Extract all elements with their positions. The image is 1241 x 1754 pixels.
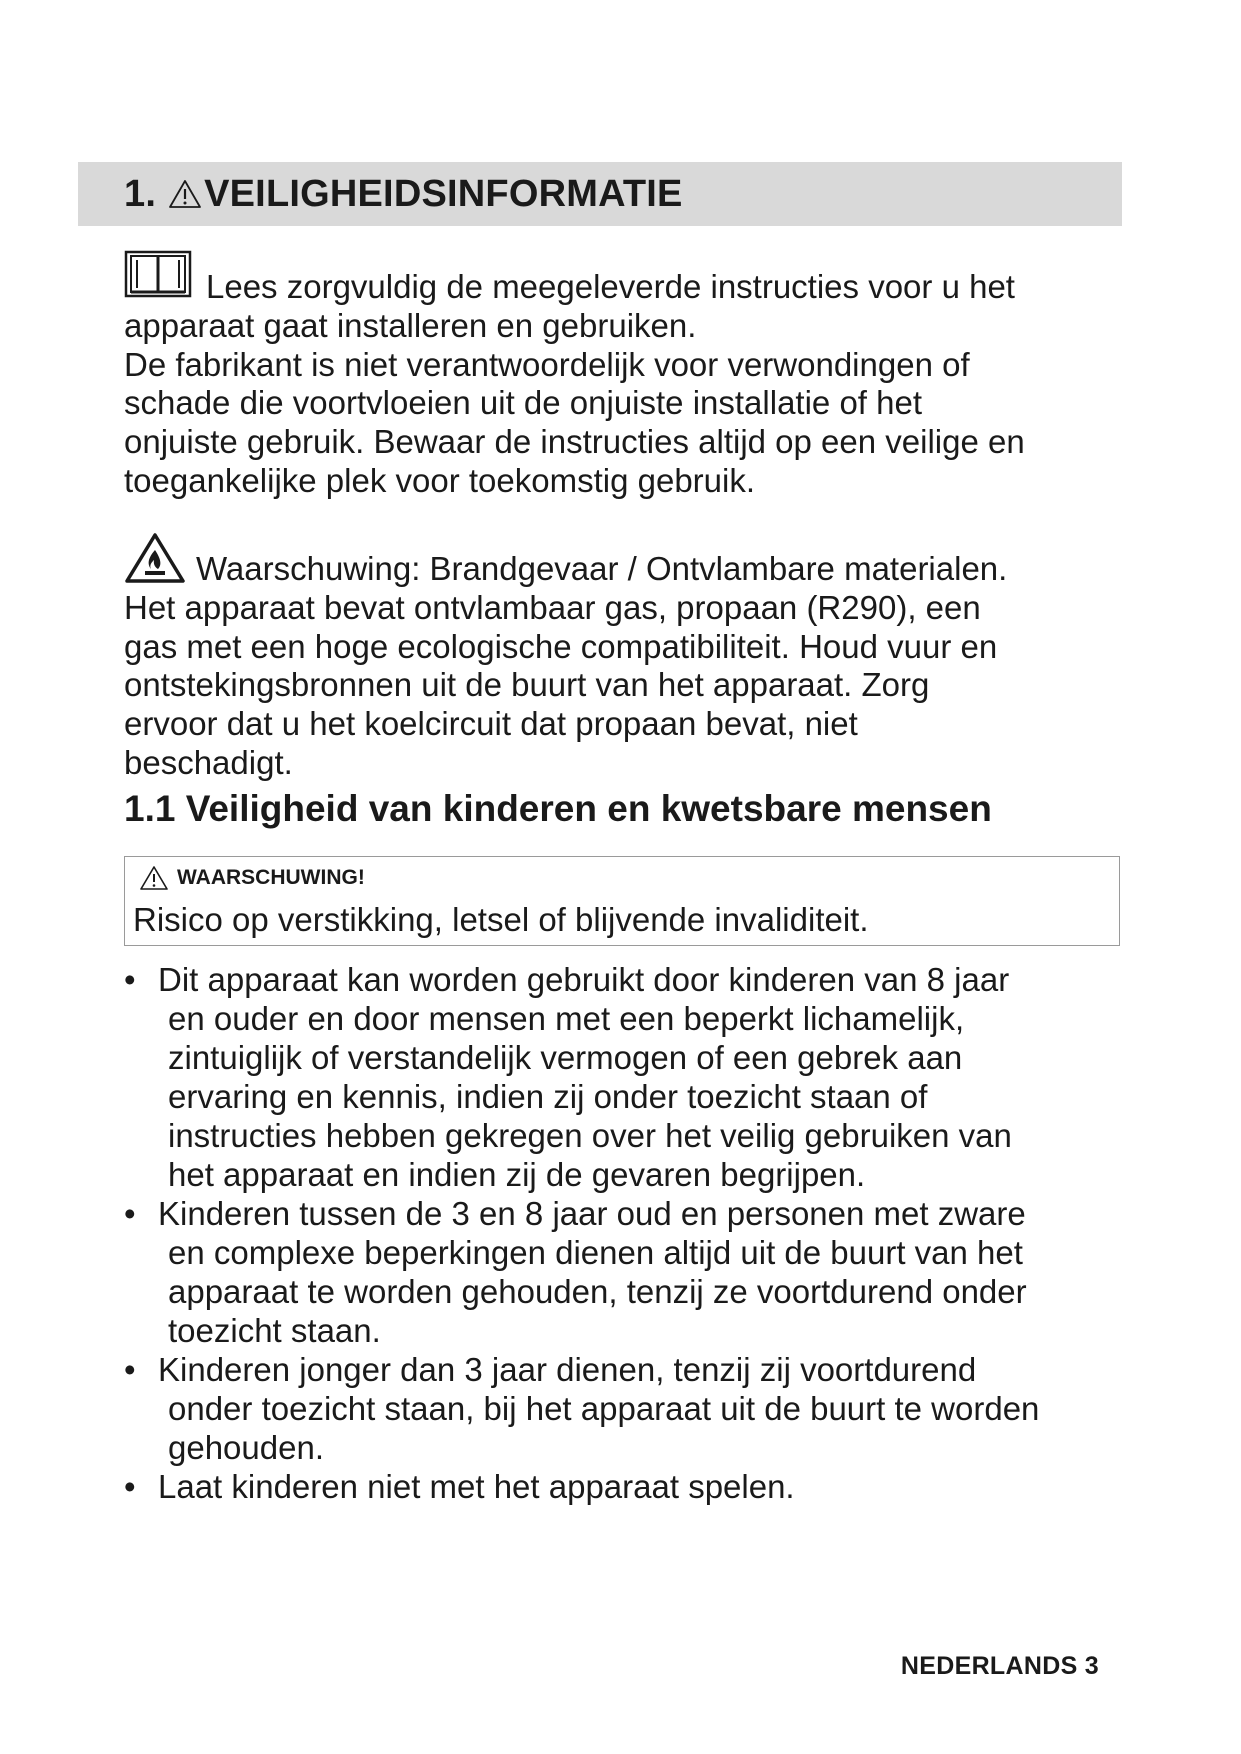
intro-paragraph [124,248,1124,501]
fire-warning-icon [124,532,186,584]
list-item: • Laat kinderen niet met het apparaat spelen. [124,1468,795,1505]
intro-line: toegankelijke plek voor toekomstig gebruik. [124,461,756,499]
bullet-marker: • [124,1351,136,1388]
section-number: 1. [124,172,157,215]
fire-warning-line: beschadigt. [124,743,293,781]
bullet-marker: • [124,961,136,998]
intro-line: De fabrikant is niet verantwoordelijk voor verwondingen of [124,345,970,383]
intro-line: Lees zorgvuldig de meegeleverde instructies voor u het [124,248,1124,307]
bullet-list [124,960,1124,1506]
warning-box-text: Risico op verstikking, letsel of blijvende invaliditeit. [133,901,869,938]
intro-line: schade die voortvloeien uit de onjuiste installatie of het [124,384,923,422]
intro-line: apparaat gaat installeren en gebruiken. [124,306,697,344]
fire-warning-paragraph [124,532,1124,783]
warning-triangle-icon [139,865,169,891]
intro-line: onjuiste gebruik. Bewaar de instructies altijd op een veilige en [124,423,1025,461]
list-item: • Kinderen tussen de 3 en 8 jaar oud en personen met zware en complexe beperkingen dienen altijd uit de buurt van het apparaat te worden gehouden, tenzij ze voortdurend onder toezicht staan. [124,1195,1027,1349]
warning-triangle-icon [168,179,202,209]
fire-warning-line: ervoor dat u het koelcircuit dat propaan bevat, niet [124,705,858,743]
warning-box [124,856,1120,946]
warning-box-heading: WAARSCHUWING! [139,865,365,891]
page-footer: NEDERLANDS 3 [900,1652,1099,1680]
subsection-title: 1.1 Veiligheid van kinderen en kwetsbare mensen [124,788,992,829]
bullet-marker: • [124,1468,136,1505]
fire-warning-line: Waarschuwing: Brandgevaar / Ontvlambare materialen. [124,532,1124,589]
section-title: VEILIGHEIDSINFORMATIE [204,172,683,215]
fire-warning-line: Het apparaat bevat ontvlambaar gas, propaan (R290), een [124,588,981,626]
fire-warning-line: ontstekingsbronnen uit de buurt van het apparaat. Zorg [124,666,930,704]
section-header [78,162,1122,226]
book-icon [124,248,192,300]
fire-warning-line: gas met een hoge ecologische compatibiliteit. Houd vuur en [124,627,998,665]
list-item: • Dit apparaat kan worden gebruikt door kinderen van 8 jaar en ouder en door mensen met een beperkt lichamelijk, zintuiglijk of verstandelijk vermogen of een gebrek aan ervaring en kennis, indien zij onder toezicht staan of instructies hebben gekregen over het veilig gebruiken van het apparaat en indien zij de gevaren begrijpen. [124,961,1012,1193]
list-item: • Kinderen jonger dan 3 jaar dienen, tenzij zij voortdurend onder toezicht staan, bij het apparaat uit de buurt te worden gehouden. [124,1351,1040,1466]
bullet-marker: • [124,1195,136,1232]
